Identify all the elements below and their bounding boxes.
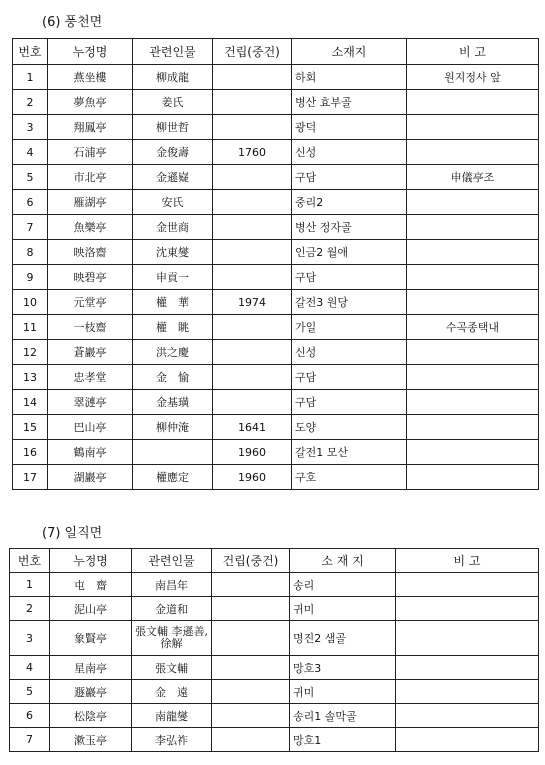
related-person-cell: 南昌年 [132,573,212,597]
related-person-cell: 金基璜 [133,390,213,415]
remarks-cell [396,597,539,621]
related-person-cell: 姜氏 [133,90,213,115]
table-row [10,597,539,621]
pavilion-name-cell: 元堂亭 [48,290,133,315]
table-row [13,265,539,290]
pavilion-name-cell: 映碧亭 [48,265,133,290]
pavilion-name-cell: 泥山亭 [50,597,132,621]
section-7-header-row [10,549,539,573]
location-cell: 갈전3 원당 [292,290,407,315]
section-7-table [9,548,539,752]
table-row [10,573,539,597]
built-year-cell [212,573,290,597]
location-cell: 가일 [292,315,407,340]
table-row [13,115,539,140]
location-cell: 송리 [290,573,396,597]
built-year-cell [213,190,292,215]
built-year-cell [213,215,292,240]
location-cell: 명진2 샘골 [290,621,396,656]
remarks-cell: 수곡종택내 [407,315,539,340]
related-person-cell: 權應定 [133,465,213,490]
related-person-cell: 柳仲淹 [133,415,213,440]
table-row [10,656,539,680]
built-year-cell: 1641 [213,415,292,440]
built-year-cell [213,165,292,190]
pavilion-name-cell: 湖巖亭 [48,465,133,490]
related-person-cell: 南龍燮 [132,704,212,728]
location-cell: 망호3 [290,656,396,680]
number-cell: 5 [13,165,48,190]
remarks-cell [407,115,539,140]
table-row [13,240,539,265]
number-cell: 4 [13,140,48,165]
section-6-table [12,38,539,490]
remarks-cell [407,415,539,440]
remarks-cell: 申儀亭조 [407,165,539,190]
built-year-cell: 1960 [213,440,292,465]
related-person-cell: 沈東燮 [133,240,213,265]
table-row [13,215,539,240]
number-cell: 17 [13,465,48,490]
pavilion-name-cell: 鶴南亭 [48,440,133,465]
number-cell: 7 [10,728,50,752]
location-cell: 신성 [292,140,407,165]
remarks-cell [396,621,539,656]
header-built-year: 건립(중건) [213,39,292,65]
built-year-cell [213,315,292,340]
remarks-cell [407,190,539,215]
remarks-cell [407,215,539,240]
related-person-cell: 權 眺 [133,315,213,340]
remarks-cell [396,573,539,597]
number-cell: 10 [13,290,48,315]
number-cell: 8 [13,240,48,265]
related-person-cell: 洪之慶 [133,340,213,365]
table-row [13,165,539,190]
header-location: 소 재 지 [290,549,396,573]
related-person-cell: 金俊壽 [133,140,213,165]
header-pavilion-name: 누정명 [48,39,133,65]
pavilion-name-cell: 松陰亭 [50,704,132,728]
number-cell: 4 [10,656,50,680]
pavilion-name-cell: 燕坐樓 [48,65,133,90]
related-person-cell [133,440,213,465]
pavilion-name-cell: 屯 齋 [50,573,132,597]
remarks-cell [407,390,539,415]
location-cell: 광덕 [292,115,407,140]
pavilion-name-cell: 雁湖亭 [48,190,133,215]
remarks-cell [396,680,539,704]
remarks-cell [396,656,539,680]
header-related-person: 관련인물 [132,549,212,573]
remarks-cell [407,340,539,365]
related-person-cell: 權 華 [133,290,213,315]
pavilion-name-cell: 漱玉亭 [50,728,132,752]
built-year-cell [213,65,292,90]
number-cell: 16 [13,440,48,465]
pavilion-name-cell: 翔鳳亭 [48,115,133,140]
related-person-cell: 金道和 [132,597,212,621]
pavilion-name-cell: 市北亭 [48,165,133,190]
location-cell: 갈전1 모산 [292,440,407,465]
number-cell: 2 [13,90,48,115]
related-person-cell: 張文輔 [132,656,212,680]
built-year-cell [213,90,292,115]
number-cell: 7 [13,215,48,240]
number-cell: 5 [10,680,50,704]
location-cell: 하회 [292,65,407,90]
header-number: 번호 [10,549,50,573]
remarks-cell [396,728,539,752]
header-pavilion-name: 누정명 [50,549,132,573]
remarks-cell [396,704,539,728]
related-person-cell: 安氏 [133,190,213,215]
built-year-cell [213,240,292,265]
header-location: 소재지 [292,39,407,65]
header-remarks: 비 고 [407,39,539,65]
remarks-cell [407,440,539,465]
header-remarks: 비 고 [396,549,539,573]
table-row [13,140,539,165]
number-cell: 1 [10,573,50,597]
number-cell: 14 [13,390,48,415]
location-cell: 송리1 솔막골 [290,704,396,728]
built-year-cell [213,115,292,140]
location-cell: 귀미 [290,597,396,621]
remarks-cell [407,90,539,115]
built-year-cell [212,704,290,728]
pavilion-name-cell: 一枝齋 [48,315,133,340]
number-cell: 11 [13,315,48,340]
header-built-year: 건립(중건) [212,549,290,573]
remarks-cell [407,140,539,165]
number-cell: 6 [10,704,50,728]
number-cell: 3 [10,621,50,656]
pavilion-name-cell: 忠孝堂 [48,365,133,390]
table-row [10,728,539,752]
location-cell: 인금2 월애 [292,240,407,265]
related-person-cell: 金 遠 [132,680,212,704]
built-year-cell [212,728,290,752]
built-year-cell [212,680,290,704]
table-row [13,190,539,215]
built-year-cell: 1760 [213,140,292,165]
table-row [13,90,539,115]
pavilion-name-cell: 象賢亭 [50,621,132,656]
pavilion-name-cell: 巴山亭 [48,415,133,440]
pavilion-name-cell: 映洛齋 [48,240,133,265]
location-cell: 구담 [292,365,407,390]
table-row [13,290,539,315]
built-year-cell [213,265,292,290]
related-person-cell: 柳世哲 [133,115,213,140]
location-cell: 귀미 [290,680,396,704]
built-year-cell: 1960 [213,465,292,490]
built-year-cell [212,597,290,621]
remarks-cell [407,365,539,390]
built-year-cell: 1974 [213,290,292,315]
location-cell: 도양 [292,415,407,440]
location-cell: 구담 [292,165,407,190]
table-row [10,680,539,704]
built-year-cell [213,365,292,390]
related-person-cell: 金遜嶷 [133,165,213,190]
related-person-cell: 金世商 [133,215,213,240]
remarks-cell [407,240,539,265]
table-row [10,704,539,728]
number-cell: 13 [13,365,48,390]
related-person-cell: 張文輔 李遜善, 徐解 [132,621,212,656]
related-person-cell: 申貢一 [133,265,213,290]
pavilion-name-cell: 星南亭 [50,656,132,680]
pavilion-name-cell: 遯巖亭 [50,680,132,704]
number-cell: 2 [10,597,50,621]
table-row [13,465,539,490]
pavilion-name-cell: 蒼巖亭 [48,340,133,365]
remarks-cell: 원지정사 앞 [407,65,539,90]
pavilion-name-cell: 夢魚亭 [48,90,133,115]
remarks-cell [407,290,539,315]
location-cell: 구담 [292,265,407,290]
number-cell: 9 [13,265,48,290]
table-row [10,621,539,656]
table-row [13,340,539,365]
remarks-cell [407,465,539,490]
table-row [13,315,539,340]
built-year-cell [212,621,290,656]
location-cell: 중리2 [292,190,407,215]
table-row [13,415,539,440]
section-6-header-row [13,39,539,65]
related-person-cell: 金 愉 [133,365,213,390]
number-cell: 15 [13,415,48,440]
built-year-cell [213,340,292,365]
location-cell: 병산 효부골 [292,90,407,115]
built-year-cell [212,656,290,680]
pavilion-name-cell: 翠漣亭 [48,390,133,415]
pavilion-name-cell: 魚樂亭 [48,215,133,240]
location-cell: 병산 정자골 [292,215,407,240]
related-person-cell: 柳成龍 [133,65,213,90]
location-cell: 신성 [292,340,407,365]
location-cell: 구담 [292,390,407,415]
built-year-cell [213,390,292,415]
number-cell: 12 [13,340,48,365]
number-cell: 3 [13,115,48,140]
header-number: 번호 [13,39,48,65]
location-cell: 망호1 [290,728,396,752]
location-cell: 구호 [292,465,407,490]
number-cell: 6 [13,190,48,215]
pavilion-name-cell: 石浦亭 [48,140,133,165]
header-related-person: 관련인물 [133,39,213,65]
table-row [13,390,539,415]
section-7-title: (7) 일직면 [42,526,103,541]
section-6-title: (6) 풍천면 [42,15,103,30]
table-row [13,440,539,465]
table-row [13,365,539,390]
number-cell: 1 [13,65,48,90]
remarks-cell [407,265,539,290]
related-person-cell: 李弘祚 [132,728,212,752]
table-row [13,65,539,90]
